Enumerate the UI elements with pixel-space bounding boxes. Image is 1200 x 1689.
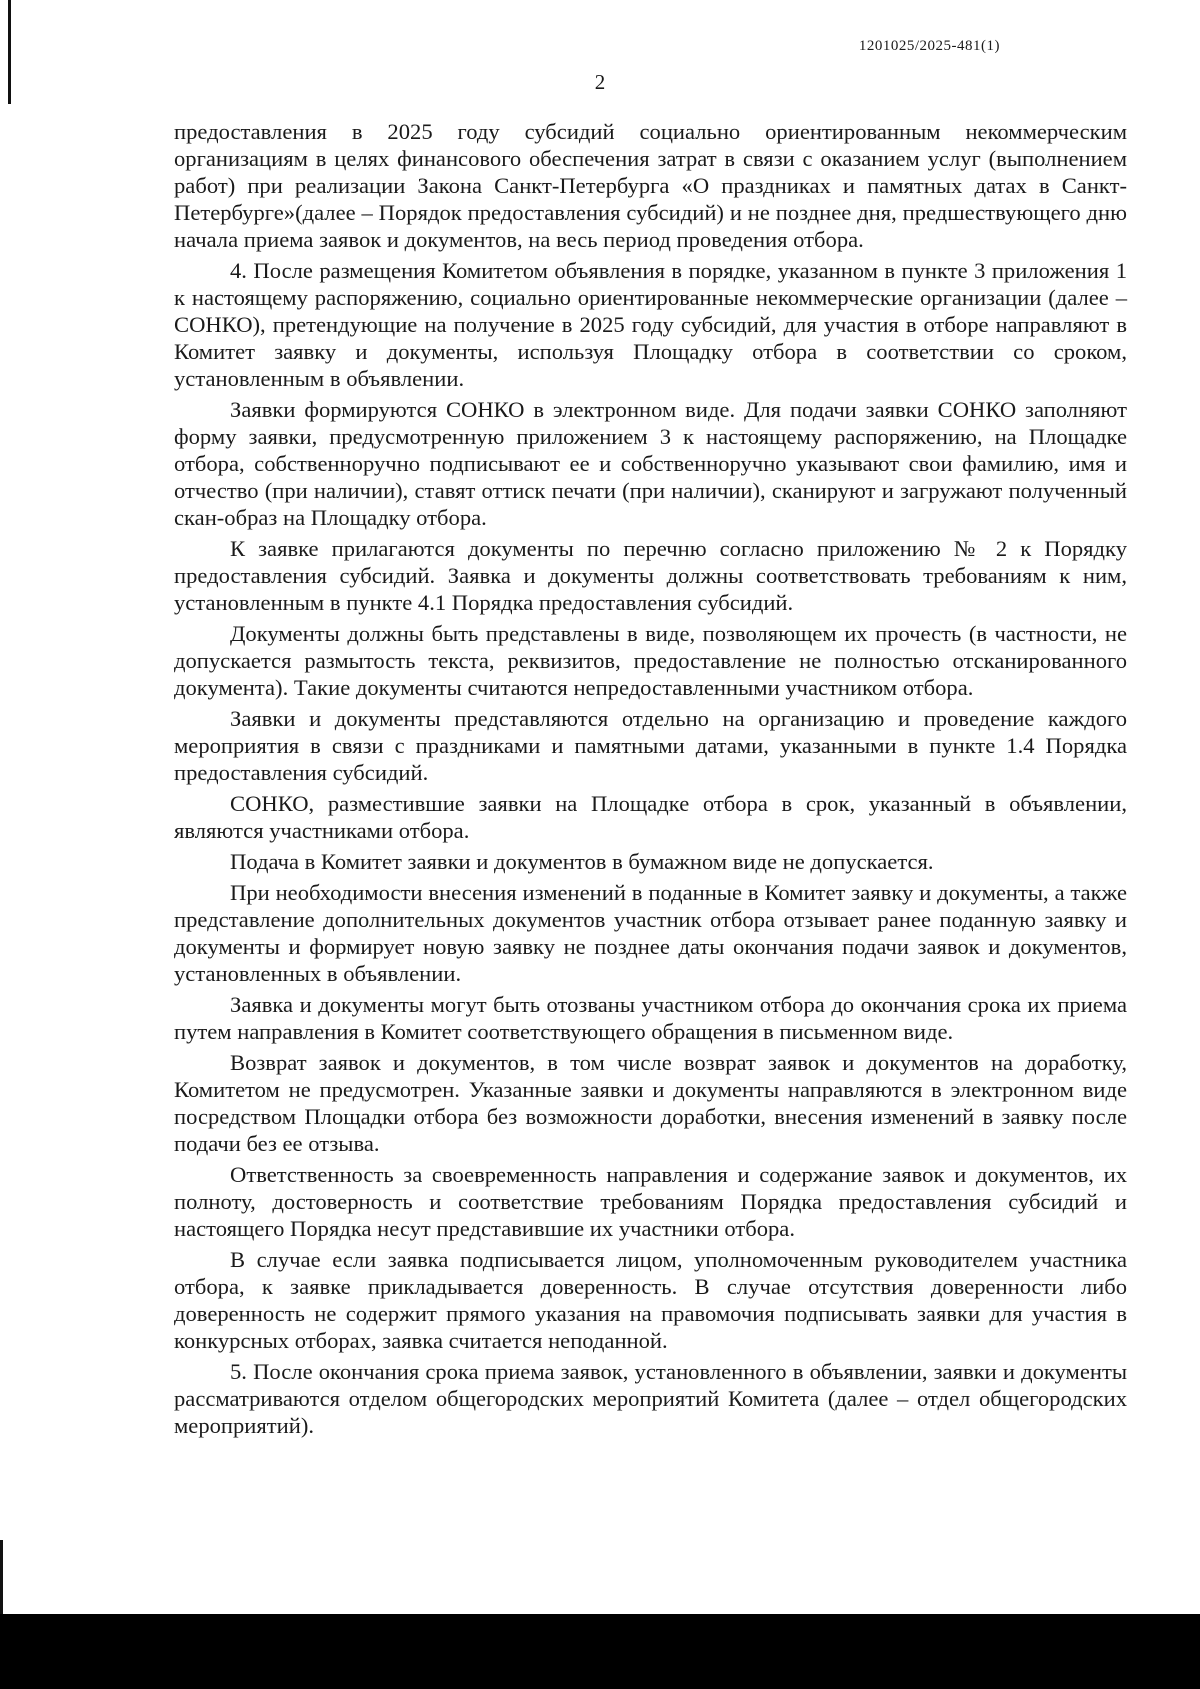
paragraph-continuation: предоставления в 2025 году субсидий социально ориентированным некоммерческим организациям в целях финансового обеспечения затрат в связи с оказанием услуг (выполнением работ) при реализации Закона Санкт-Петербурга «О праздниках и памятных датах в Санкт-Петербурге»(далее – Порядок предоставления субсидий) и не позднее дня, предшествующего дню начала приема заявок и документов, на весь период проведения отбора.	[174, 119, 1127, 252]
paragraph: Документы должны быть представлены в виде, позволяющем их прочесть (в частности, не допускается размытость текста, реквизитов, предоставление не полностью отсканированного документа). Такие документы считаются непредоставленными участником отбора.	[174, 621, 1127, 700]
document-number: 1201025/2025-481(1)	[858, 38, 1000, 54]
paragraph: Подача в Комитет заявки и документов в бумажном виде не допускается.	[230, 849, 934, 874]
paragraph: Возврат заявок и документов, в том числе возврат заявок и документов на доработку, Комитетом не предусмотрен. Указанные заявки и документы направляются в электронном виде посредством Площадки отбора без возможности доработки, внесения изменений в заявку после подачи без ее отзыва.	[174, 1050, 1127, 1156]
scan-bottom-bar	[0, 1614, 1200, 1689]
page-number: 2	[594, 70, 606, 94]
paragraph: Заявки формируются СОНКО в электронном виде. Для подачи заявки СОНКО заполняют форму заявки, предусмотренную приложением 3 к настоящему распоряжению, на Площадке отбора, собственноручно подписывают ее и собственноручно указывают свои фамилию, имя и отчество (при наличии), ставят оттиск печати (при наличии), сканируют и загружают полученный скан-образ на Площадку отбора.	[174, 397, 1127, 530]
paragraph: В случае если заявка подписывается лицом, уполномоченным руководителем участника отбора, к заявке прикладывается доверенность. В случае отсутствия доверенности либо доверенность не содержит прямого указания на правомочия подписывать заявки для участия в конкурсных отборах, заявка считается неподанной.	[174, 1247, 1127, 1353]
paragraph: СОНКО, разместившие заявки на Площадке отбора в срок, указанный в объявлении, являются участниками отбора.	[174, 791, 1127, 843]
document-body	[174, 118, 1127, 1443]
paragraph-item-4: 4. После размещения Комитетом объявления в порядке, указанном в пункте 3 приложения 1 к настоящему распоряжению, социально ориентированные некоммерческие организации (далее – СОНКО), претендующие на получение в 2025 году субсидий, для участия в отборе направляют в Комитет заявку и документы, используя Площадку отбора в соответствии со сроком, установленным в объявлении.	[174, 258, 1127, 391]
paragraph-item-5: 5. После окончания срока приема заявок, установленного в объявлении, заявки и документы рассматриваются отделом общегородских мероприятий Комитета (далее – отдел общегородских мероприятий).	[174, 1359, 1127, 1438]
paragraph: Заявка и документы могут быть отозваны участником отбора до окончания срока их приема путем направления в Комитет соответствующего обращения в письменном виде.	[174, 992, 1127, 1044]
paragraph: К заявке прилагаются документы по перечню согласно приложению № 2 к Порядку предоставления субсидий. Заявка и документы должны соответствовать требованиям к ним, установленным в пункте 4.1 Порядка предоставления субсидий.	[174, 536, 1127, 615]
paragraph: Заявки и документы представляются отдельно на организацию и проведение каждого мероприятия в связи с праздниками и памятными датами, указанными в пункте 1.4 Порядка предоставления субсидий.	[174, 706, 1127, 785]
paragraph: Ответственность за своевременность направления и содержание заявок и документов, их полноту, достоверность и соответствие требованиям Порядка предоставления субсидий и настоящего Порядка несут представившие их участники отбора.	[174, 1162, 1127, 1241]
paragraph: При необходимости внесения изменений в поданные в Комитет заявку и документы, а также представление дополнительных документов участник отбора отзывает ранее поданную заявку и документы и формирует новую заявку не позднее даты окончания подачи заявок и документов, установленных в объявлении.	[174, 880, 1127, 986]
